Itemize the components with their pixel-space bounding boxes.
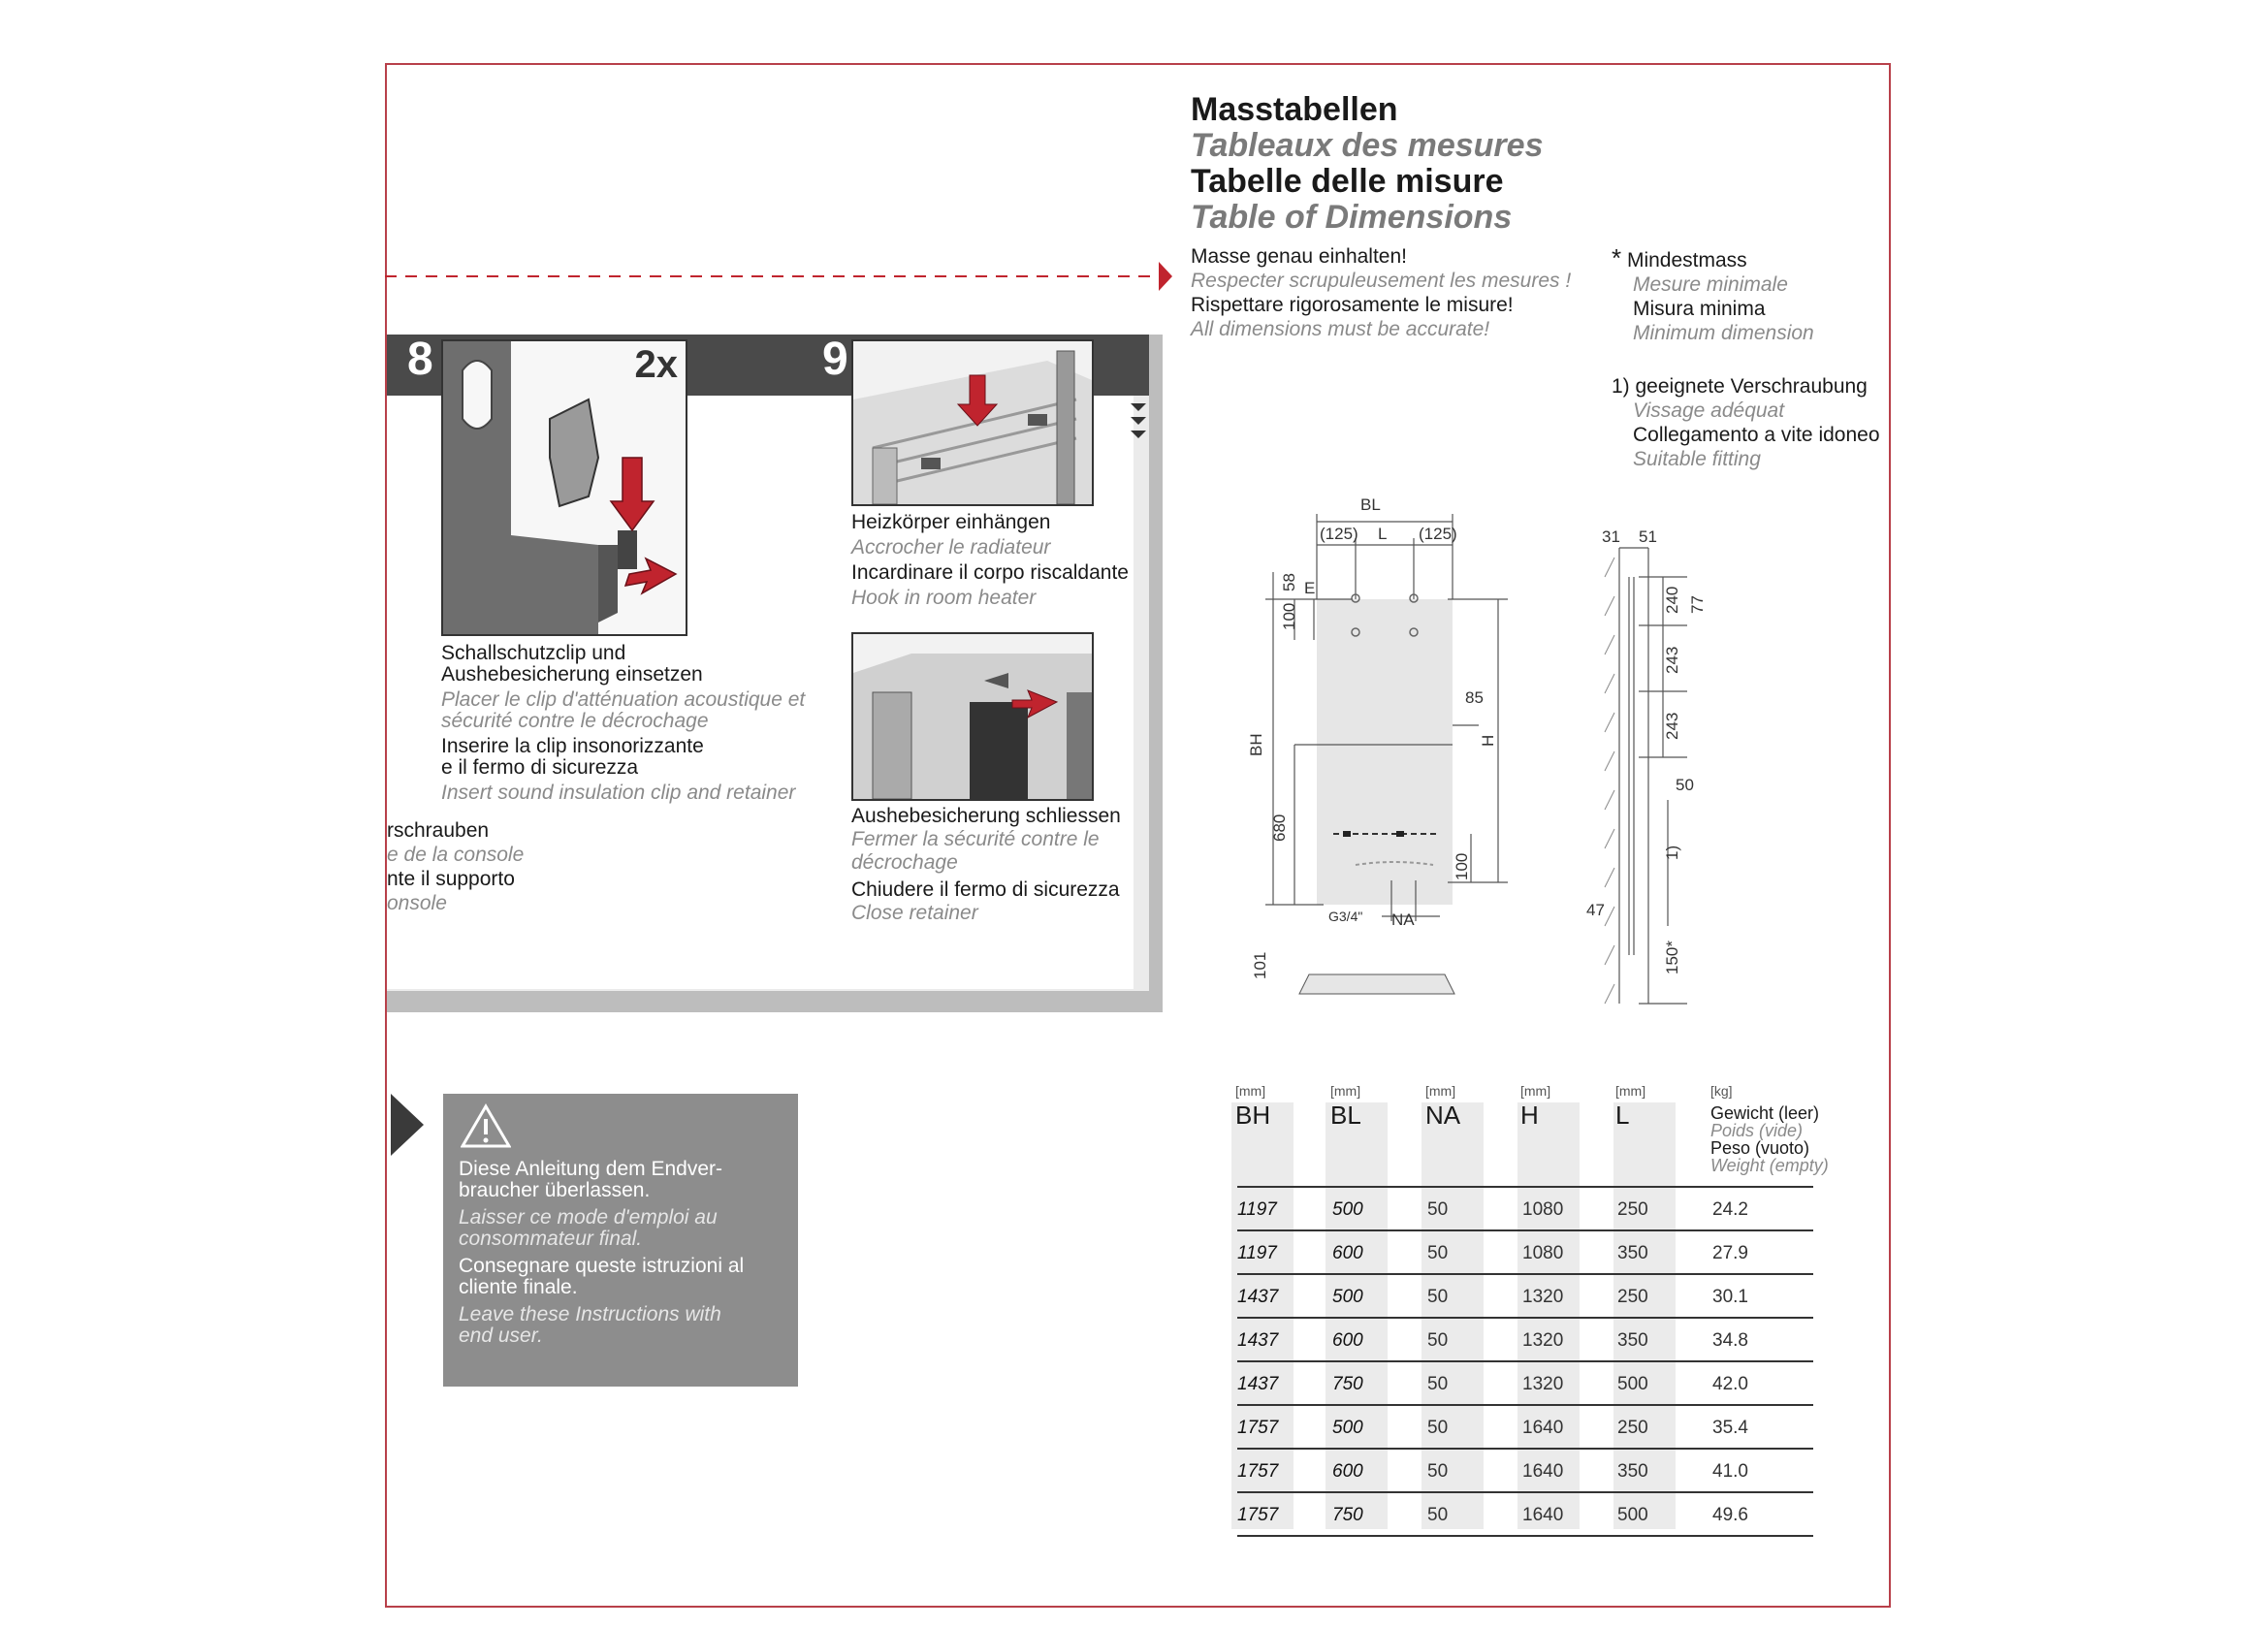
cell-bl: 600 [1332, 1330, 1363, 1351]
dim-NA: NA [1391, 910, 1415, 929]
cell-weight: 30.1 [1712, 1287, 1748, 1307]
cell-na: 50 [1427, 1418, 1449, 1438]
minimum-de: Mindestmass [1626, 249, 1747, 271]
accuracy-note [1191, 244, 1571, 341]
unit-kg: [kg] [1710, 1083, 1733, 1099]
step-9b-it: Chiudere il fermo di sicurezza [851, 878, 1120, 901]
title-de: Masstabellen [1191, 91, 1398, 128]
step-8-de-1: Schallschutzclip und [441, 642, 626, 664]
fitting-note [1612, 374, 1880, 471]
cell-bl: 500 [1332, 1287, 1363, 1307]
cell-h: 1320 [1522, 1374, 1564, 1394]
step-8-count: 2x [634, 343, 678, 386]
dim-51: 51 [1639, 527, 1657, 546]
accuracy-de: Masse genau einhalten! [1191, 245, 1407, 268]
dim-240: 240 [1663, 586, 1681, 614]
dim-243-lower: 243 [1663, 712, 1681, 740]
step-8-en: Insert sound insulation clip and retainer [441, 782, 796, 804]
dim-101: 101 [1251, 951, 1269, 979]
minimum-note [1612, 243, 1814, 345]
cell-weight: 49.6 [1712, 1505, 1748, 1525]
dim-77: 77 [1688, 595, 1707, 614]
header-weight [1710, 1104, 1829, 1174]
minimum-fr: Mesure minimale [1633, 273, 1788, 296]
cell-weight: 42.0 [1712, 1374, 1748, 1394]
table-header-rule [1237, 1186, 1813, 1188]
warning-triangle-icon [461, 1103, 511, 1148]
cell-h: 1640 [1522, 1461, 1564, 1482]
table-row-rule [1237, 1448, 1813, 1450]
cell-bh: 1437 [1237, 1374, 1279, 1394]
step-8-fr-2: sécurité contre le décrochage [441, 710, 709, 732]
step-9a-en: Hook in room heater [851, 587, 1037, 609]
step-9b-fr-2: décrochage [851, 851, 958, 874]
cell-bh: 1197 [1237, 1199, 1277, 1220]
weight-en: Weight (empty) [1710, 1156, 1829, 1175]
table-row-rule [1237, 1491, 1813, 1493]
title-it: Tabelle delle misure [1191, 163, 1504, 200]
front-view-drawing [1217, 485, 1527, 1028]
pointer-triangle-icon [391, 1094, 424, 1156]
cell-l: 350 [1617, 1330, 1648, 1351]
step-8-it-1: Inserire la clip insonorizzante [441, 735, 704, 757]
cell-l: 500 [1617, 1505, 1648, 1525]
continue-arrows-icon [1131, 403, 1148, 442]
step-7-fr: e de la console [387, 844, 525, 866]
dim-125-right: (125) [1419, 525, 1457, 543]
accuracy-fr: Respecter scrupuleusement les mesures ! [1191, 270, 1572, 292]
cell-na: 50 [1427, 1505, 1449, 1525]
cell-h: 1080 [1522, 1243, 1564, 1263]
cell-na: 50 [1427, 1330, 1449, 1351]
table-row-rule [1237, 1404, 1813, 1406]
cell-h: 1080 [1522, 1199, 1564, 1220]
step-9a-text [851, 510, 1129, 611]
cell-bl: 500 [1332, 1418, 1363, 1438]
cell-l: 250 [1617, 1287, 1648, 1307]
cell-bl: 600 [1332, 1243, 1363, 1263]
dashed-pointer-line [385, 262, 1180, 291]
dim-H: H [1479, 734, 1497, 747]
notice-en-2: end user. [459, 1325, 543, 1347]
dim-150: 150* [1663, 941, 1681, 974]
dim-BL: BL [1360, 495, 1381, 514]
dim-L: L [1378, 525, 1388, 543]
header-h: H [1520, 1101, 1539, 1130]
step-7-fragment [387, 818, 542, 915]
cell-h: 1640 [1522, 1505, 1564, 1525]
dim-E: E [1304, 579, 1316, 597]
cell-weight: 24.2 [1712, 1199, 1748, 1220]
fitting-it: Collegamento a vite idoneo [1633, 424, 1880, 446]
notice-de-1: Diese Anleitung dem Endver- [459, 1158, 722, 1180]
cell-l: 250 [1617, 1418, 1648, 1438]
step-9a-de: Heizkörper einhängen [851, 511, 1051, 533]
fitting-fr: Vissage adéquat [1633, 399, 1785, 422]
cell-weight: 35.4 [1712, 1418, 1748, 1438]
step-9a-it: Incardinare il corpo riscaldante [851, 561, 1129, 584]
cell-l: 350 [1617, 1243, 1648, 1263]
cell-l: 500 [1617, 1374, 1648, 1394]
title-en: Table of Dimensions [1191, 199, 1513, 236]
dim-100: 100 [1280, 602, 1298, 630]
step-8-number: 8 [407, 334, 433, 385]
dim-243-upper: 243 [1663, 646, 1681, 674]
cell-h: 1320 [1522, 1287, 1564, 1307]
cell-bh: 1437 [1237, 1330, 1279, 1351]
unit-h: [mm] [1520, 1083, 1551, 1099]
dim-footnote-1: 1) [1663, 845, 1681, 860]
dim-680: 680 [1270, 814, 1289, 842]
step-8-de-2: Aushebesicherung einsetzen [441, 663, 703, 686]
dim-G34: G3/4" [1328, 909, 1363, 924]
step-8-illustration [441, 339, 687, 636]
step-8-fr-1: Placer le clip d'atténuation acoustique et [441, 688, 806, 711]
minimum-en: Minimum dimension [1633, 322, 1814, 344]
cell-na: 50 [1427, 1287, 1449, 1307]
dim-58: 58 [1280, 573, 1298, 591]
unit-na: [mm] [1425, 1083, 1456, 1099]
weight-fr: Poids (vide) [1710, 1121, 1804, 1140]
notice-fr-1: Laisser ce mode d'emploi au [459, 1206, 718, 1229]
end-user-notice [443, 1094, 798, 1387]
step-9b-fr-1: Fermer la sécurité contre le [851, 828, 1100, 850]
step-8-it-2: e il fermo di sicurezza [441, 756, 639, 779]
table-row-rule [1237, 1229, 1813, 1231]
header-na: NA [1425, 1101, 1461, 1130]
step-9b-illustration [851, 632, 1094, 801]
step-9b-en: Close retainer [851, 902, 978, 924]
header-bl: BL [1330, 1101, 1361, 1130]
fitting-de: 1) geeignete Verschraubung [1612, 375, 1868, 398]
cell-bh: 1197 [1237, 1243, 1277, 1263]
minimum-it: Misura minima [1633, 298, 1766, 320]
step-9a-illustration [851, 339, 1094, 506]
notice-it-2: cliente finale. [459, 1276, 578, 1298]
dim-85: 85 [1465, 688, 1484, 707]
dim-47: 47 [1586, 901, 1605, 919]
accuracy-en: All dimensions must be accurate! [1191, 318, 1490, 340]
cell-bh: 1757 [1237, 1505, 1279, 1525]
cell-bl: 750 [1332, 1505, 1363, 1525]
table-row-rule [1237, 1273, 1813, 1275]
dim-50: 50 [1676, 776, 1694, 794]
header-l: L [1615, 1101, 1630, 1130]
cell-na: 50 [1427, 1243, 1449, 1263]
cell-bh: 1757 [1237, 1461, 1279, 1482]
step-8-text [441, 643, 805, 804]
step-9a-fr: Accrocher le radiateur [851, 536, 1051, 559]
notice-de-2: braucher überlassen. [459, 1179, 651, 1201]
cell-l: 250 [1617, 1199, 1648, 1220]
cell-na: 50 [1427, 1461, 1449, 1482]
notice-it-1: Consegnare queste istruzioni al [459, 1255, 745, 1277]
step-7-it: nte il supporto [387, 868, 515, 890]
weight-de: Gewicht (leer) [1710, 1103, 1820, 1123]
step-9b-text [851, 805, 1121, 925]
cell-bl: 500 [1332, 1199, 1363, 1220]
header-bh: BH [1235, 1101, 1271, 1130]
notice-fr-2: consommateur final. [459, 1228, 643, 1250]
dim-125-left: (125) [1320, 525, 1358, 543]
cell-bl: 750 [1332, 1374, 1363, 1394]
unit-bl: [mm] [1330, 1083, 1361, 1099]
title-block [1191, 92, 1543, 236]
cell-bl: 600 [1332, 1461, 1363, 1482]
cell-l: 350 [1617, 1461, 1648, 1482]
accuracy-it: Rispettare rigorosamente le misure! [1191, 294, 1514, 316]
cell-h: 1320 [1522, 1330, 1564, 1351]
weight-it: Peso (vuoto) [1710, 1138, 1810, 1158]
cell-na: 50 [1427, 1374, 1449, 1394]
asterisk: * [1612, 243, 1622, 272]
cell-weight: 27.9 [1712, 1243, 1748, 1263]
dim-100-bottom: 100 [1453, 852, 1471, 880]
cell-bh: 1757 [1237, 1418, 1279, 1438]
cell-weight: 34.8 [1712, 1330, 1748, 1351]
step-9-number: 9 [822, 334, 848, 385]
fitting-en: Suitable fitting [1633, 448, 1761, 470]
table-row-rule [1237, 1535, 1813, 1537]
cell-bh: 1437 [1237, 1287, 1279, 1307]
cell-na: 50 [1427, 1199, 1449, 1220]
notice-text [459, 1159, 744, 1347]
table-row-rule [1237, 1360, 1813, 1362]
side-view-drawing [1581, 519, 1736, 1023]
cell-weight: 41.0 [1712, 1461, 1748, 1482]
dim-BH: BH [1247, 733, 1265, 756]
dim-31: 31 [1602, 527, 1620, 546]
unit-bh: [mm] [1235, 1083, 1266, 1099]
unit-l: [mm] [1615, 1083, 1646, 1099]
table-row-rule [1237, 1317, 1813, 1319]
step-7-de: rschrauben [387, 819, 490, 842]
notice-en-1: Leave these Instructions with [459, 1303, 721, 1325]
step-7-en: onsole [387, 892, 447, 914]
title-fr: Tableaux des mesures [1191, 127, 1544, 164]
step-9b-de: Aushebesicherung schliessen [851, 805, 1121, 827]
cell-h: 1640 [1522, 1418, 1564, 1438]
